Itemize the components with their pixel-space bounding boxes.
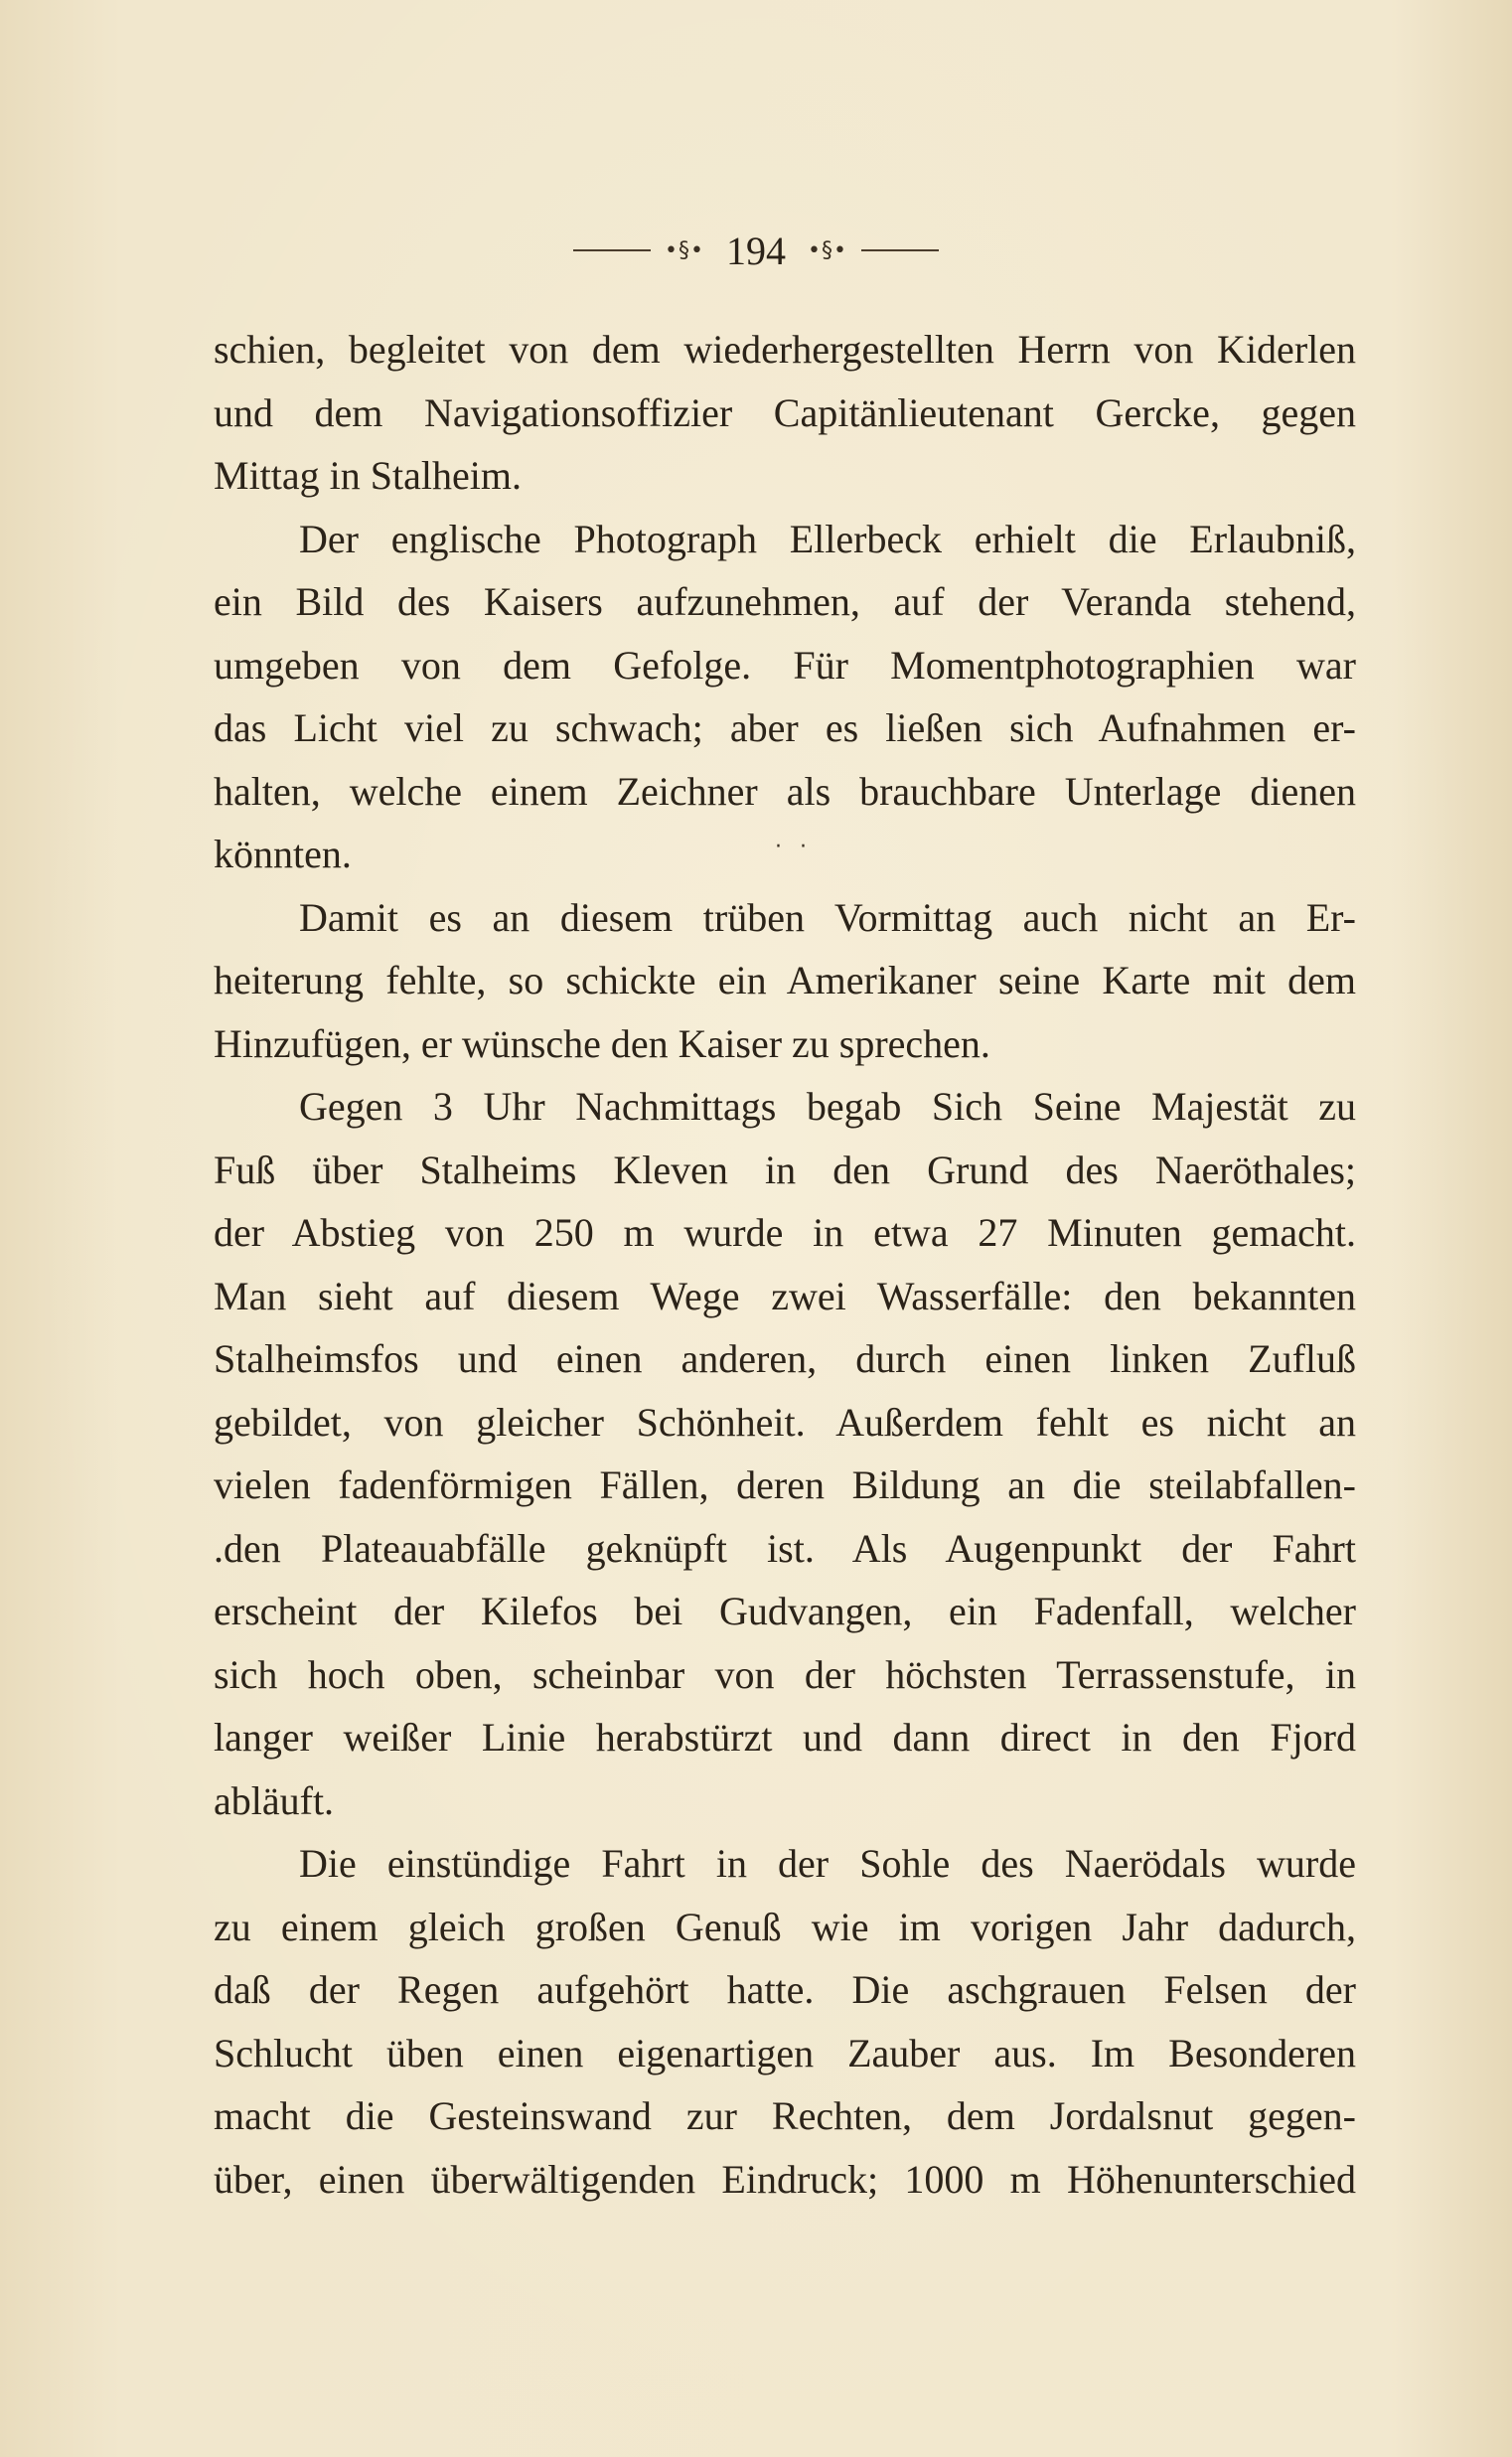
text-line: Gegen 3 Uhr Nachmittags begab Sich Seine Majestät zu xyxy=(299,1084,1356,1129)
text-line: ein Bild des Kaisers aufzunehmen, auf der Veranda stehend, xyxy=(214,579,1356,624)
text-line: Damit es an diesem trüben Vormittag auch nicht an Er- xyxy=(299,894,1356,940)
text-line: Die einstündige Fahrt in der Sohle des Naerödals wurde xyxy=(299,1841,1356,1886)
text-line: Stalheimsfos und einen anderen, durch einen linken Zufluß xyxy=(214,1336,1356,1381)
text-line: macht die Gesteinswand zur Rechten, dem Jordalsnut gegen- xyxy=(214,2093,1356,2138)
text-line: und dem Navigationsoffizier Capitänlieutenant Gercke, gegen xyxy=(214,389,1356,435)
text-line: der Abstieg von 250 m wurde in etwa 27 Minuten gemacht. xyxy=(214,1210,1356,1255)
page-header xyxy=(0,221,1512,280)
text-line: schien, begleitet von dem wiederhergestellten Herrn von Kiderlen xyxy=(214,327,1356,372)
stray-marks-icon: ·· xyxy=(775,835,825,859)
header-rule-left xyxy=(573,249,651,251)
text-line: Fuß über Stalheims Kleven in den Grund des Naeröthales; xyxy=(214,1147,1356,1192)
text-line: abläuft. xyxy=(214,1777,335,1823)
text-line: langer weißer Linie herabstürzt und dann direct in den Fjord xyxy=(214,1715,1356,1760)
text-line: Der englische Photograph Ellerbeck erhielt die Erlaubniß, xyxy=(299,516,1356,561)
text-line: zu einem gleich großen Genuß wie im vorigen Jahr dadurch, xyxy=(214,1904,1356,1949)
text-line: Man sieht auf diesem Wege zwei Wasserfälle: den bekannten xyxy=(214,1273,1356,1318)
body-text xyxy=(214,318,1356,2211)
text-line: Hinzufügen, er wünsche den Kaiser zu sprechen. xyxy=(214,1020,990,1066)
text-line: umgeben von dem Gefolge. Für Momentphotographien war xyxy=(214,642,1356,688)
text-line: sich hoch oben, scheinbar von der höchsten Terrassenstufe, in xyxy=(214,1651,1356,1697)
text-line: Mittag in Stalheim. xyxy=(214,453,522,498)
text-line: vielen fadenförmigen Fällen, deren Bildung an die steilabfallen- xyxy=(214,1462,1356,1507)
text-line: Schlucht üben einen eigenartigen Zauber aus. Im Besonderen xyxy=(214,2030,1356,2075)
text-line: daß der Regen aufgehört hatte. Die aschgrauen Felsen der xyxy=(214,1967,1356,2012)
ornament-right-icon: •§• xyxy=(808,237,847,263)
text-line: gebildet, von gleicher Schönheit. Außerdem fehlt es nicht an xyxy=(214,1399,1356,1445)
text-line: halten, welche einem Zeichner als brauchbare Unterlage dienen xyxy=(214,768,1356,814)
text-line: könnten. xyxy=(214,832,352,876)
page-number: 194 xyxy=(726,228,786,273)
text-line: erscheint der Kilefos bei Gudvangen, ein Fadenfall, welcher xyxy=(214,1589,1356,1633)
header-rule-right xyxy=(861,249,939,251)
text-line: .den Plateauabfälle geknüpft ist. Als Augenpunkt der Fahrt xyxy=(214,1525,1356,1571)
text-line: über, einen überwältigenden Eindruck; 1000 m Höhenunterschied xyxy=(214,2156,1356,2202)
text-line: das Licht viel zu schwach; aber es ließen sich Aufnahmen er- xyxy=(214,705,1356,750)
text-line: heiterung fehlte, so schickte ein Amerikaner seine Karte mit dem xyxy=(214,958,1356,1002)
ornament-left-icon: •§• xyxy=(665,237,704,263)
